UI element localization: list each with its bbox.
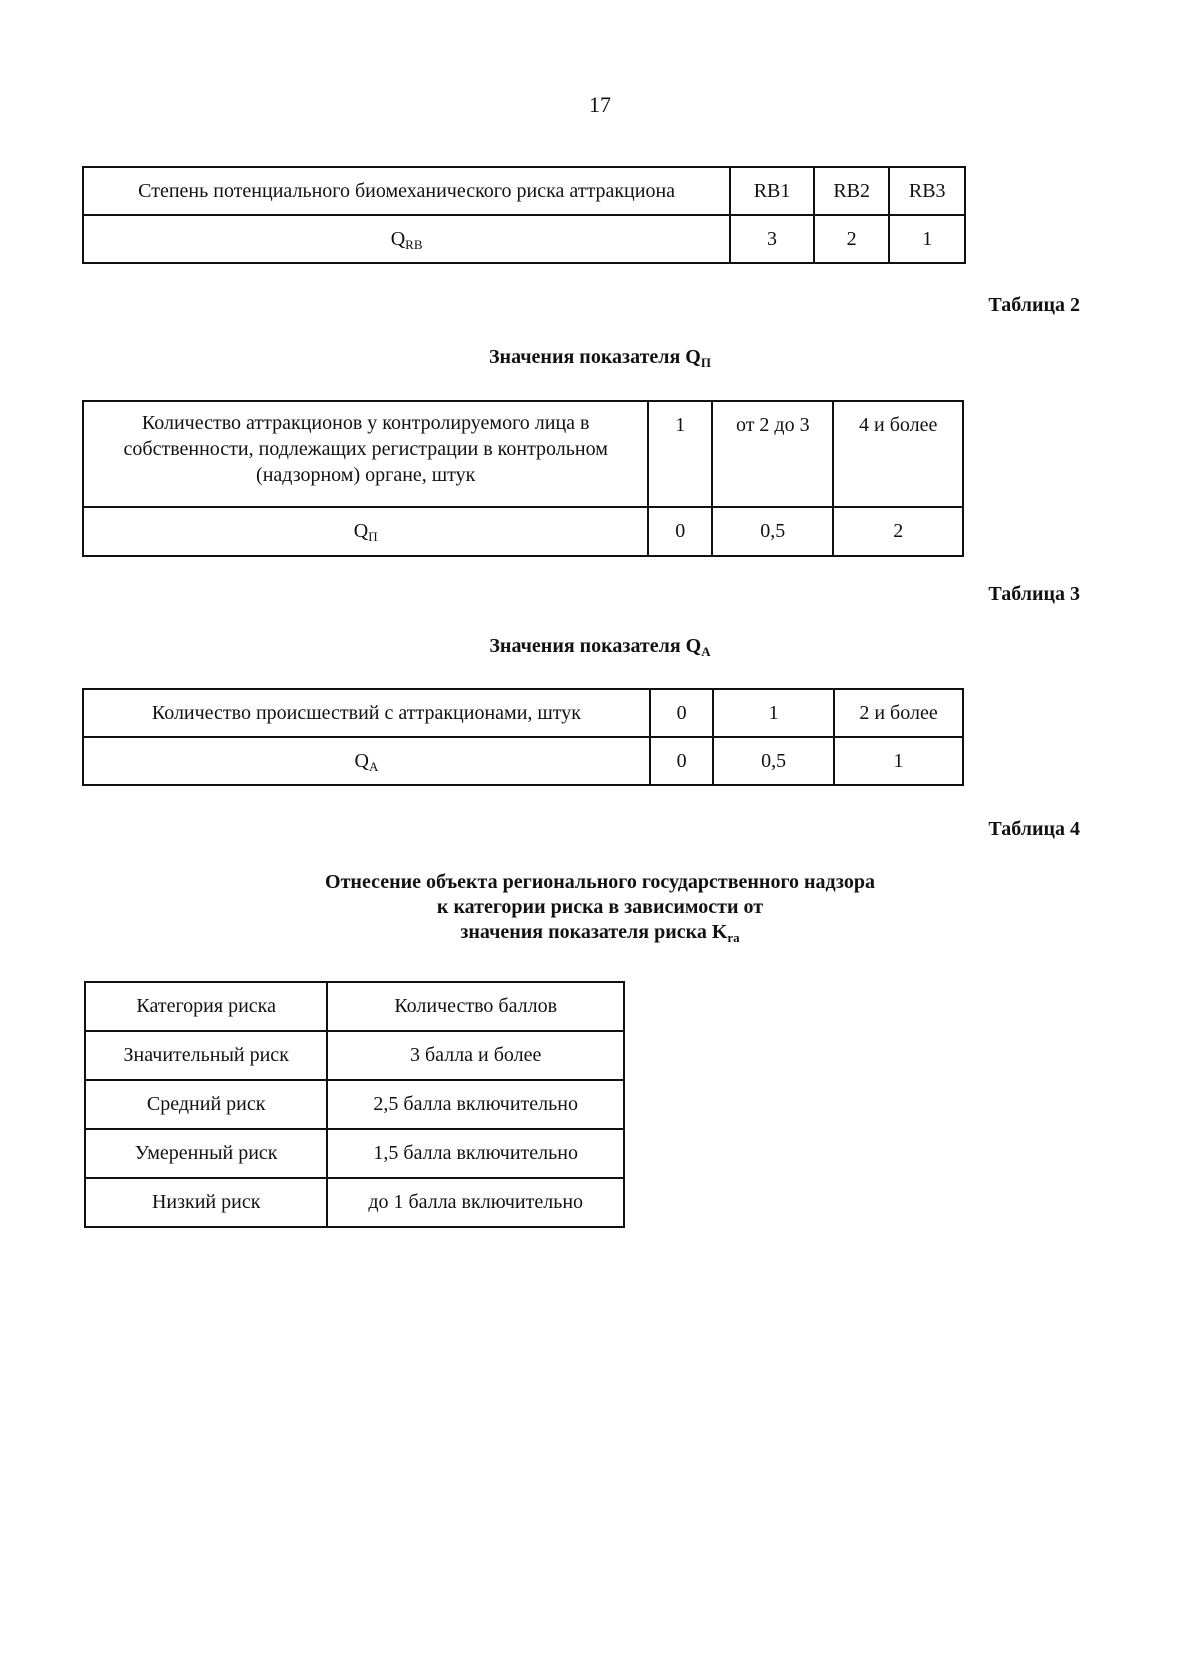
value-cell: 0,5 xyxy=(712,507,833,556)
header-cell: 0 xyxy=(650,689,713,737)
row-label: $Q_A$ xyxy=(83,737,650,785)
value-cell: 0 xyxy=(648,507,712,556)
value-cell: 0 xyxy=(650,737,713,785)
header-cell: RB2 xyxy=(814,167,890,215)
value-cell: 0,5 xyxy=(713,737,834,785)
incidents-count-table xyxy=(82,688,964,786)
header-cell: от 2 до 3 xyxy=(712,401,833,507)
header-cell: RB3 xyxy=(889,167,965,215)
row-label: $Q_П$ xyxy=(83,507,648,556)
table-row xyxy=(83,737,963,785)
table-caption: Значения показателя $Q_A$ xyxy=(489,635,711,659)
table-row xyxy=(83,689,963,737)
table-row xyxy=(83,167,965,215)
header-cell: Количество баллов xyxy=(327,982,624,1031)
header-cell: 1 xyxy=(648,401,712,507)
table-caption: Отнесение объекта регионального государственного надзора к категории риска в зависимости от значения показателя риска $K_{ra}$ xyxy=(325,871,875,945)
header-cell: 4 и более xyxy=(833,401,963,507)
header-cell: RB1 xyxy=(730,167,814,215)
table-label: Таблица 3 xyxy=(988,583,1080,605)
page-number: 17 xyxy=(589,92,611,117)
header-cell: Категория риска xyxy=(85,982,327,1031)
table-row xyxy=(85,1129,624,1178)
value-cell: 2 xyxy=(814,215,890,263)
header-cell: 2 и более xyxy=(834,689,963,737)
category-cell: Умеренный риск xyxy=(85,1129,327,1178)
header-cell: Степень потенциального биомеханического риска аттракциона xyxy=(83,167,730,215)
points-cell: 3 балла и более xyxy=(327,1031,624,1080)
table-row xyxy=(85,1031,624,1080)
table-row xyxy=(85,1178,624,1227)
header-cell: Количество происшествий с аттракционами, штук xyxy=(83,689,650,737)
value-cell: 1 xyxy=(889,215,965,263)
value-cell: 1 xyxy=(834,737,963,785)
attractions-count-table xyxy=(82,400,964,557)
table-row xyxy=(83,507,963,556)
header-cell: Количество аттракционов у контролируемого лица в собственности, подлежащих регистрации в контрольном (надзорном) органе, штук xyxy=(83,401,648,507)
row-label: $Q_{RB}$ xyxy=(83,215,730,263)
value-cell: 2 xyxy=(833,507,963,556)
table-row xyxy=(85,1080,624,1129)
biomechanical-risk-table xyxy=(82,166,966,264)
risk-category-table xyxy=(84,981,625,1228)
table-label: Таблица 2 xyxy=(988,294,1080,316)
points-cell: до 1 балла включительно xyxy=(327,1178,624,1227)
category-cell: Низкий риск xyxy=(85,1178,327,1227)
category-cell: Значительный риск xyxy=(85,1031,327,1080)
value-cell: 3 xyxy=(730,215,814,263)
category-cell: Средний риск xyxy=(85,1080,327,1129)
table-caption: Значения показателя $Q_П$ xyxy=(489,346,711,370)
header-cell: 1 xyxy=(713,689,834,737)
table-row xyxy=(83,401,963,507)
table-row xyxy=(83,215,965,263)
table-label: Таблица 4 xyxy=(988,818,1080,840)
table-row xyxy=(85,982,624,1031)
points-cell: 1,5 балла включительно xyxy=(327,1129,624,1178)
points-cell: 2,5 балла включительно xyxy=(327,1080,624,1129)
